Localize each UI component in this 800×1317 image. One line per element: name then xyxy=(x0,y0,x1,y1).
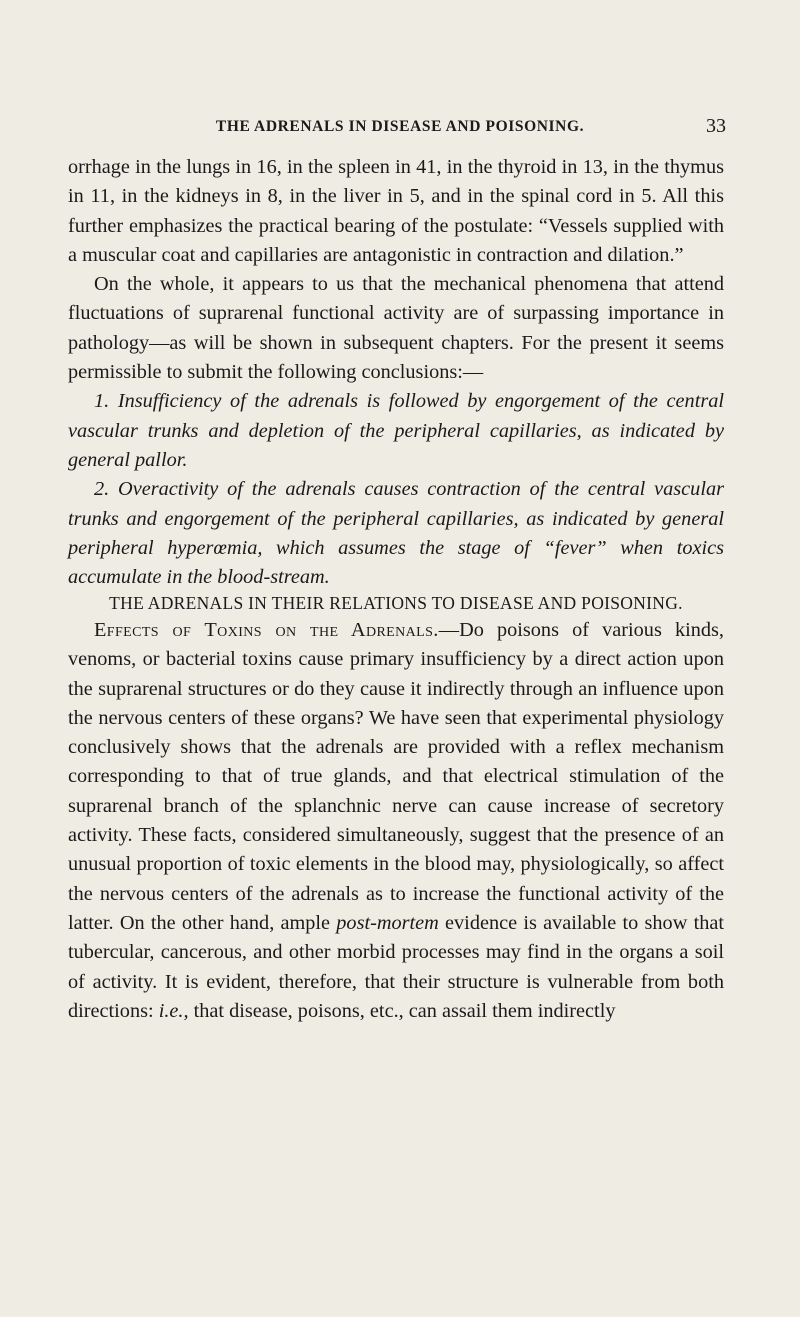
paragraph-text: that disease, poisons, etc., can assail them indirectly xyxy=(188,999,616,1022)
paragraph-subheading: Effects of Toxins on the Adrenals. xyxy=(94,618,439,641)
paragraph-text: —Do poisons of various kinds, venoms, or bacterial toxins cause primary insufficiency by a direct action upon the suprarenal structures or do they cause it indirectly through an influence upon the nervous centers of these organs? We have seen that experimental physiology conclusively shows that the adrenals are provided with a reflex mechanism corresponding to that of true glands, and that electrical stimulation of the suprarenal branch of the splanchnic nerve can cause increase of secretory activity. These facts, considered simultaneously, suggest that the presence of an unusual proportion of toxic elements in the blood may, physiologically, so affect the nervous centers of the adrenals as to increase the functional activity of the latter. On the other hand, ample xyxy=(68,618,725,934)
italic-term: i.e., xyxy=(158,999,189,1022)
conclusion-2: 2. Overactivity of the adrenals causes contraction of the central vascular trunks and engorgement of the peripheral capillaries, as indicated by general peripheral hyperœmia, which assumes the stage of “fever” when toxics accumulate in the blood-stream. xyxy=(68,478,724,589)
running-head: THE ADRENALS IN DISEASE AND POISONING. xyxy=(215,118,585,135)
paragraph-continuation: orrhage in the lungs in 16, in the spleen in 41, in the thyroid in 13, in the thymus in 11, in the kidneys in 8, in the liver in 5, and in the spinal cord in 5. All this further emphasizes the practical bearing of the postulate: “Vessels supplied with a muscular coat and capillaries are antagonistic in contraction and dilation.” xyxy=(68,156,724,266)
section-heading: THE ADRENALS IN THEIR RELATIONS TO DISEASE AND POISONING. xyxy=(109,593,683,614)
paragraph-text: evidence is available to show that tubercular, cancerous, and other morbid processes may find in the organs a soil of activity. It is evident, therefore, that their structure is vulnerable from both directions: xyxy=(68,911,724,1022)
paragraph-mechanical-phenomena: On the whole, it appears to us that the mechanical phenomena that attend fluctuations of suprarenal functional activity are of surpassing importance in pathology—as will be shown in subsequent chapters. For the present it seems permissible to submit the following conclusions:— xyxy=(68,273,724,384)
conclusion-1: 1. Insufficiency of the adrenals is followed by engorgement of the central vascular trunks and depletion of the peripheral capillaries, as indicated by general pallor. xyxy=(68,390,724,471)
page-number: 33 xyxy=(706,115,726,137)
italic-term: post-mortem xyxy=(336,911,439,934)
page-body xyxy=(68,153,724,1026)
paragraph-effects-of-toxins xyxy=(68,616,724,1026)
